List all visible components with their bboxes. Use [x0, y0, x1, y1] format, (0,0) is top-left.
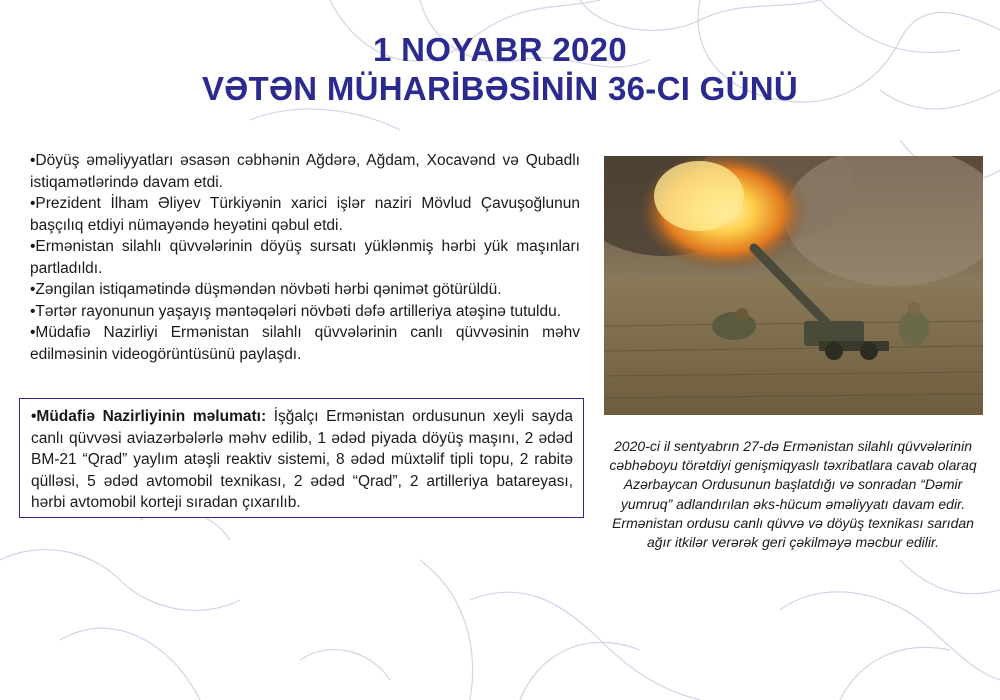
info-box-lead: •Müdafiə Nazirliyinin məlumatı: — [31, 408, 267, 425]
bullet-item: •Prezident İlham Əliyev Türkiyənin xarici işlər naziri Mövlud Çavuşoğlunun başçılıq etdiyi nümayəndə heyətini qəbul etdi. — [30, 195, 580, 234]
title-date: 1 NOYABR 2020 — [373, 31, 627, 68]
artillery-photo-image — [604, 156, 983, 415]
photo-caption: 2020-ci il sentyabrın 27-də Ermənistan silahlı qüvvələrinin cəbhəboyu törətdiyi genişmiqyaslı təxribatlara cavab olaraq Azərbaycan Ordusunun başlatdığı və sonradan “Dəmir yumruq” adlandırılan əks-hücum əməliyyatı davam edir. Ermənistan ordusu canlı qüvvə və döyüş texnikası sarıdan ağır itkilər verərək geri çəkilməyə məcbur edilir. — [609, 438, 977, 551]
info-box-body: İşğalçı Ermənistan ordusunun xeyli sayda canlı qüvvəsi aviazərbələrlə məhv edilib, 1 ədəd piyada döyüş maşını, 2 ədəd BM-21 “Qrad” yaylım atəşli reaktiv sistemi, 8 ədəd müxtəlif tipli topu, 2 rabitə qülləsi, 5 ədəd avtomobil texnikası, 2 ədəd “Qrad”, 2 artilleriya batareyası, hərbi avtomobil korteji sıradan çıxarılıb. — [31, 408, 573, 511]
bullet-item: •Tərtər rayonunun yaşayış məntəqələri növbəti dəfə artilleriya atəşinə tutuldu. — [30, 302, 561, 320]
page-title — [0, 30, 1000, 108]
bullet-item: •Zəngilan istiqamətində düşməndən növbəti hərbi qənimət götürüldü. — [30, 281, 502, 298]
bullet-item: •Ermənistan silahlı qüvvələrinin döyüş sursatı yüklənmiş hərbi yük maşınları partladıldı. — [30, 238, 580, 277]
title-heading: VƏTƏN MÜHARİBƏSİNİN 36-CI GÜNÜ — [201, 70, 799, 107]
artillery-photo — [604, 156, 983, 415]
bullet-list — [30, 150, 580, 365]
ministry-info-box — [19, 398, 584, 518]
bullet-item: •Müdafiə Nazirliyi Ermənistan silahlı qüvvələrinin canlı qüvvəsinin məhv edilməsinin videogörüntüsünü paylaşdı. — [30, 324, 580, 363]
bullet-item: •Döyüş əməliyyatları əsasən cəbhənin Ağdərə, Ağdam, Xocavənd və Qubadlı istiqamətlərində davam etdi. — [30, 152, 580, 191]
